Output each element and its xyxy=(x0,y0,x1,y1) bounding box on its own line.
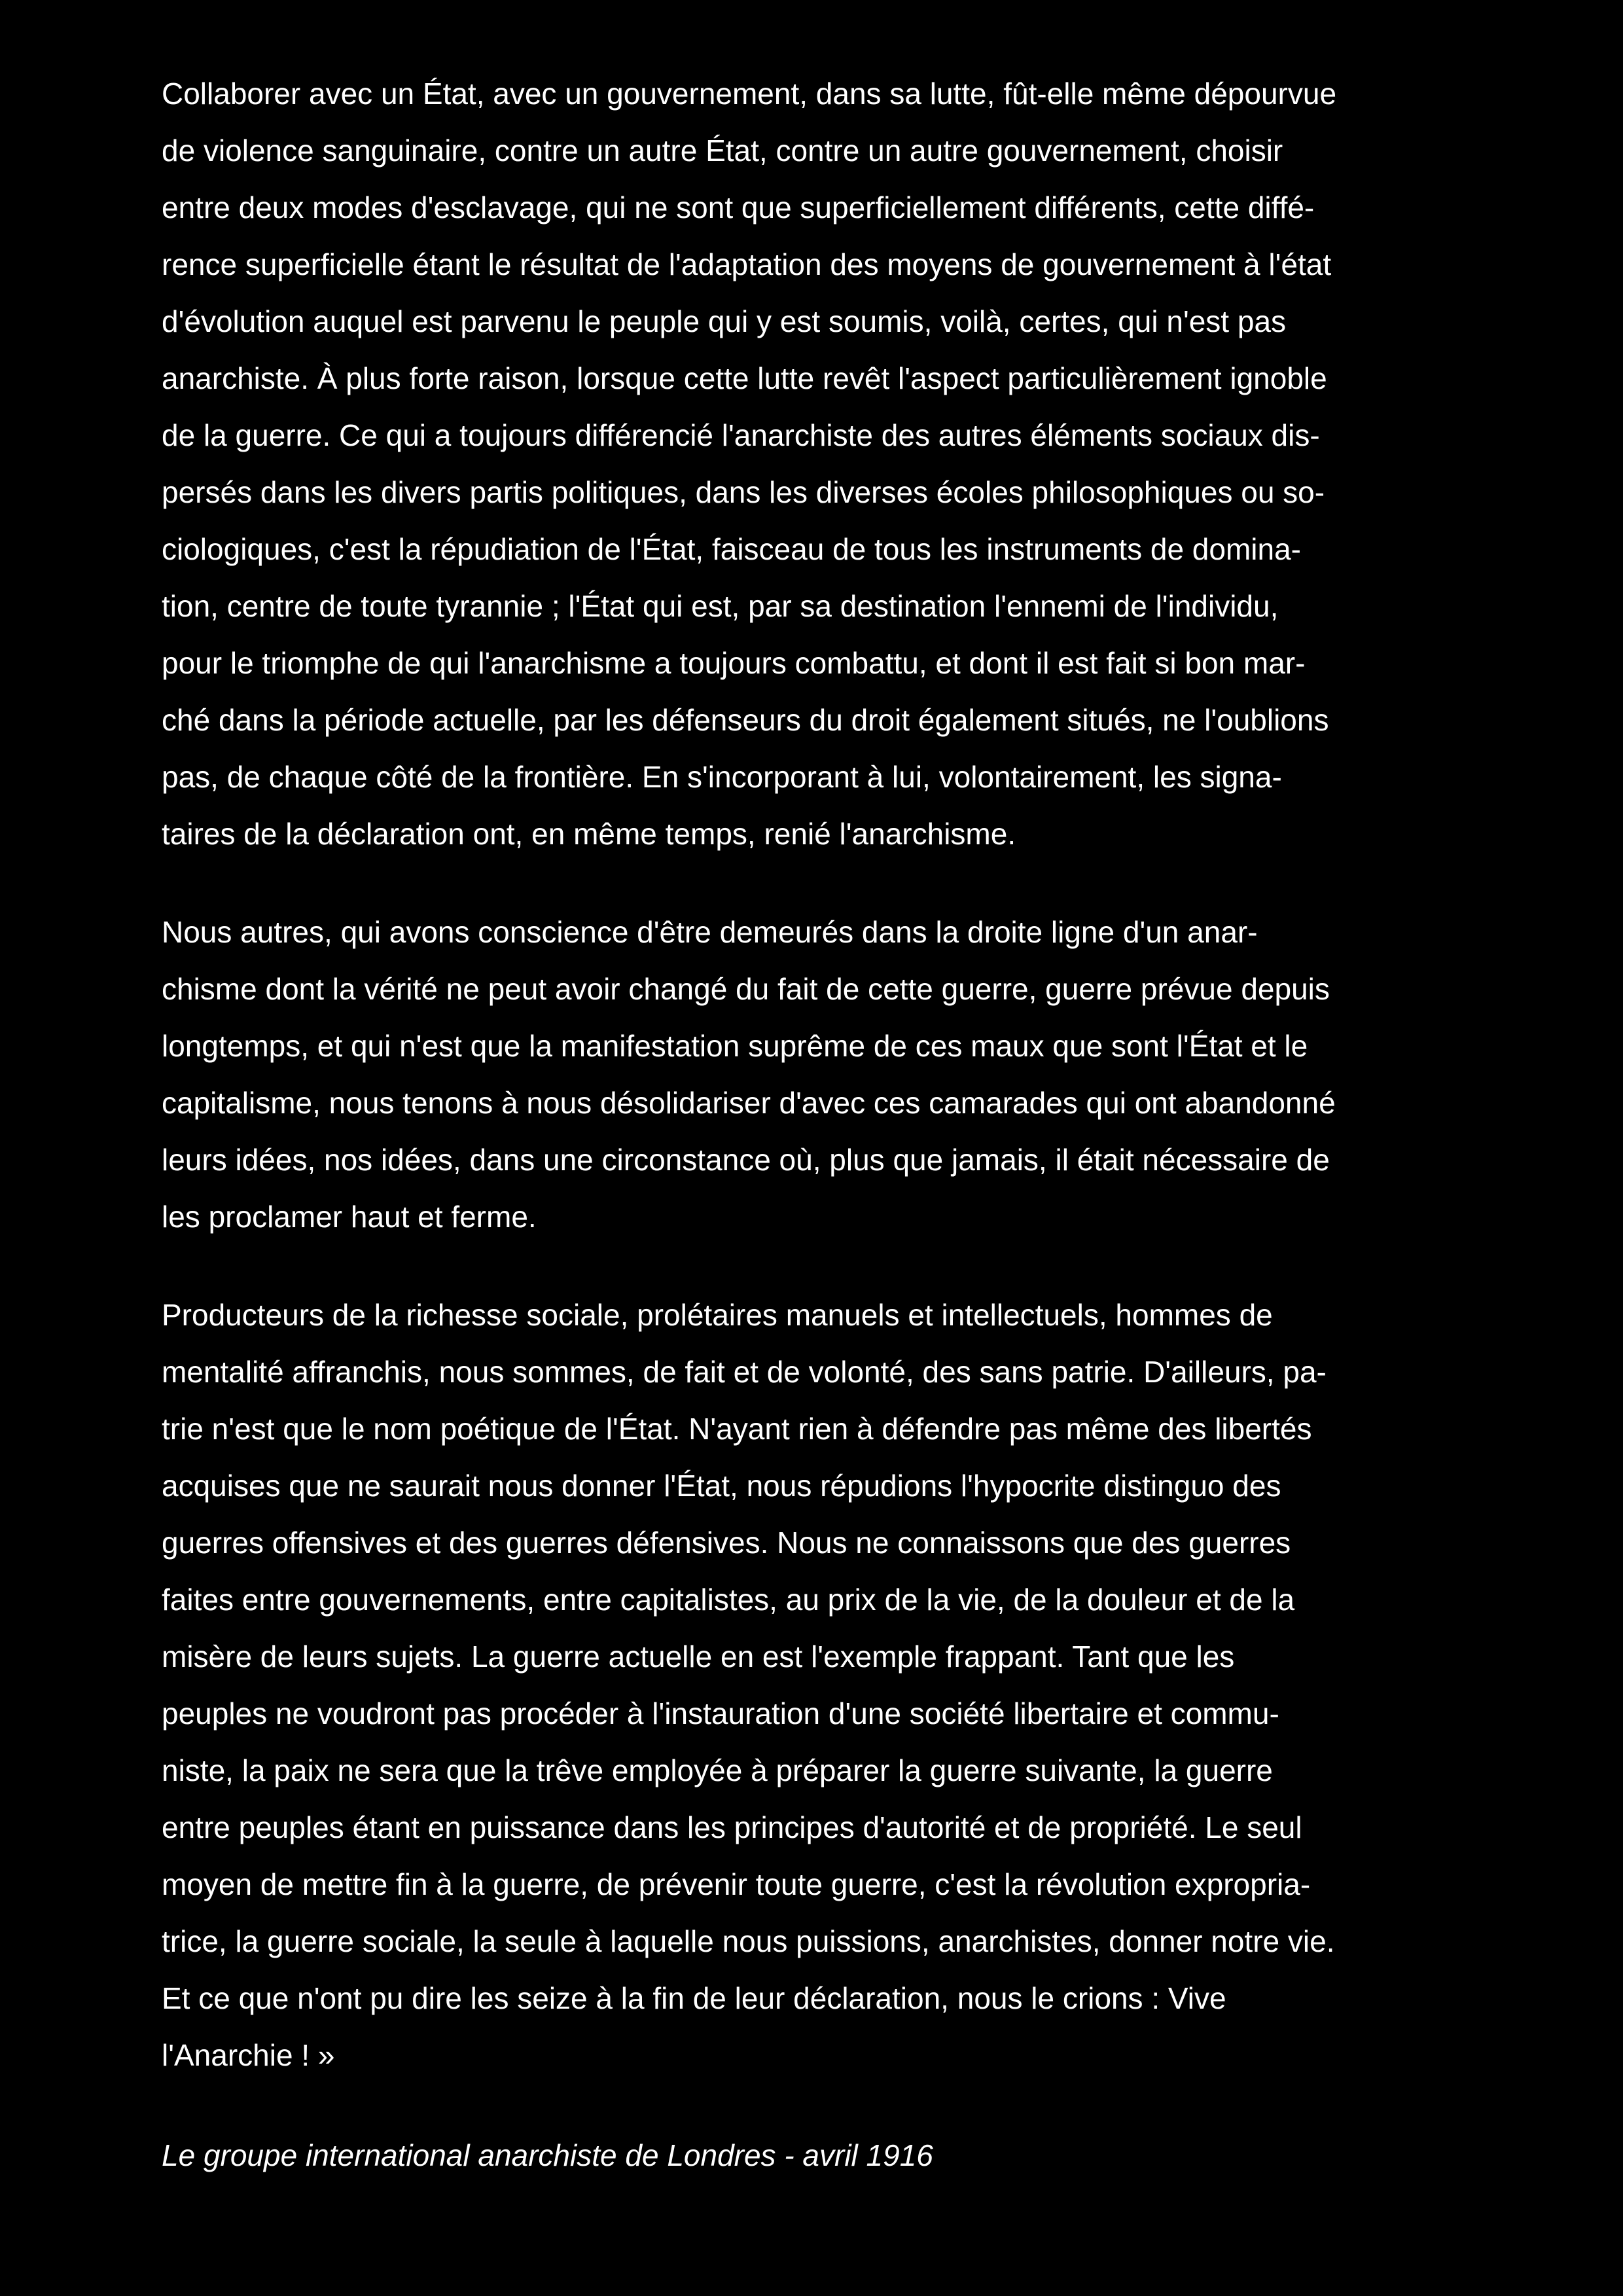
text-line: Collaborer avec un État, avec un gouvernement, dans sa lutte, fût-elle même dépourvue xyxy=(162,77,1337,111)
text-line: trie n'est que le nom poétique de l'État. N'ayant rien à défendre pas même des libertés xyxy=(162,1412,1312,1446)
text-line: faites entre gouvernements, entre capitalistes, au prix de la vie, de la douleur et de la xyxy=(162,1583,1295,1617)
text-line: mentalité affranchis, nous sommes, de fait et de volonté, des sans patrie. D'ailleurs, pa- xyxy=(162,1355,1327,1389)
signature-block xyxy=(162,2127,1471,2184)
text-line: Producteurs de la richesse sociale, prolétaires manuels et intellectuels, hommes de xyxy=(162,1298,1273,1332)
text-line: leurs idées, nos idées, dans une circonstance où, plus que jamais, il était nécessaire de xyxy=(162,1143,1330,1177)
text-line: peuples ne voudront pas procéder à l'instauration d'une société libertaire et commu- xyxy=(162,1696,1279,1731)
text-line: persés dans les divers partis politiques, dans les diverses écoles philosophiques ou so- xyxy=(162,475,1325,509)
text-line: ciologiques, c'est la répudiation de l'État, faisceau de tous les instruments de domina- xyxy=(162,532,1301,566)
text-line: Nous autres, qui avons conscience d'être demeurés dans la droite ligne d'un anar- xyxy=(162,915,1258,949)
text-line: l'Anarchie ! » xyxy=(162,2038,335,2072)
text-line: de la guerre. Ce qui a toujours différencié l'anarchiste des autres éléments sociaux dis- xyxy=(162,418,1320,452)
text-line: d'évolution auquel est parvenu le peuple qui y est soumis, voilà, certes, qui n'est pas xyxy=(162,304,1287,338)
text-line: rence superficielle étant le résultat de l'adaptation des moyens de gouvernement à l'état xyxy=(162,247,1332,281)
paragraph-spacer xyxy=(162,863,1471,904)
text-line: pas, de chaque côté de la frontière. En s'incorporant à lui, volontairement, les signa- xyxy=(162,760,1282,794)
text-line: chisme dont la vérité ne peut avoir changé du fait de cette guerre, guerre prévue depuis xyxy=(162,972,1330,1006)
signature-line: Le groupe international anarchiste de Londres - avril 1916 xyxy=(162,2138,933,2172)
text-line: niste, la paix ne sera que la trêve employée à préparer la guerre suivante, la guerre xyxy=(162,1753,1273,1787)
text-line: entre peuples étant en puissance dans les principes d'autorité et de propriété. Le seul xyxy=(162,1810,1302,1844)
paragraph-1 xyxy=(162,65,1471,863)
paragraph-2 xyxy=(162,904,1471,1246)
text-line: trice, la guerre sociale, la seule à laquelle nous puissions, anarchistes, donner notre vie. xyxy=(162,1924,1335,1958)
text-line: taires de la déclaration ont, en même temps, renié l'anarchisme. xyxy=(162,817,1016,851)
text-line: anarchiste. À plus forte raison, lorsque cette lutte revêt l'aspect particulièrement ignoble xyxy=(162,361,1327,395)
text-line: tion, centre de toute tyrannie ; l'État qui est, par sa destination l'ennemi de l'individu, xyxy=(162,589,1279,623)
text-line: misère de leurs sujets. La guerre actuelle en est l'exemple frappant. Tant que les xyxy=(162,1640,1235,1674)
signature-spacer xyxy=(162,2084,1471,2127)
text-line: moyen de mettre fin à la guerre, de prévenir toute guerre, c'est la révolution expropria- xyxy=(162,1867,1311,1901)
document-page xyxy=(162,65,1471,2184)
paragraph-3 xyxy=(162,1287,1471,2084)
text-line: les proclamer haut et ferme. xyxy=(162,1200,537,1234)
text-line: entre deux modes d'esclavage, qui ne sont que superficiellement différents, cette diffé- xyxy=(162,190,1315,224)
text-line: longtemps, et qui n'est que la manifestation suprême de ces maux que sont l'État et le xyxy=(162,1029,1308,1063)
text-line: guerres offensives et des guerres défensives. Nous ne connaissons que des guerres xyxy=(162,1526,1291,1560)
text-line: acquises que ne saurait nous donner l'État, nous répudions l'hypocrite distinguo des xyxy=(162,1469,1281,1503)
text-line: Et ce que n'ont pu dire les seize à la fin de leur déclaration, nous le crions : Vive xyxy=(162,1981,1226,2015)
text-line: de violence sanguinaire, contre un autre État, contre un autre gouvernement, choisir xyxy=(162,134,1283,168)
text-line: pour le triomphe de qui l'anarchisme a toujours combattu, et dont il est fait si bon mar- xyxy=(162,646,1306,680)
text-line: ché dans la période actuelle, par les défenseurs du droit également situés, ne l'oublions xyxy=(162,703,1329,737)
paragraph-spacer xyxy=(162,1246,1471,1287)
text-line: capitalisme, nous tenons à nous désolidariser d'avec ces camarades qui ont abandonné xyxy=(162,1086,1336,1120)
